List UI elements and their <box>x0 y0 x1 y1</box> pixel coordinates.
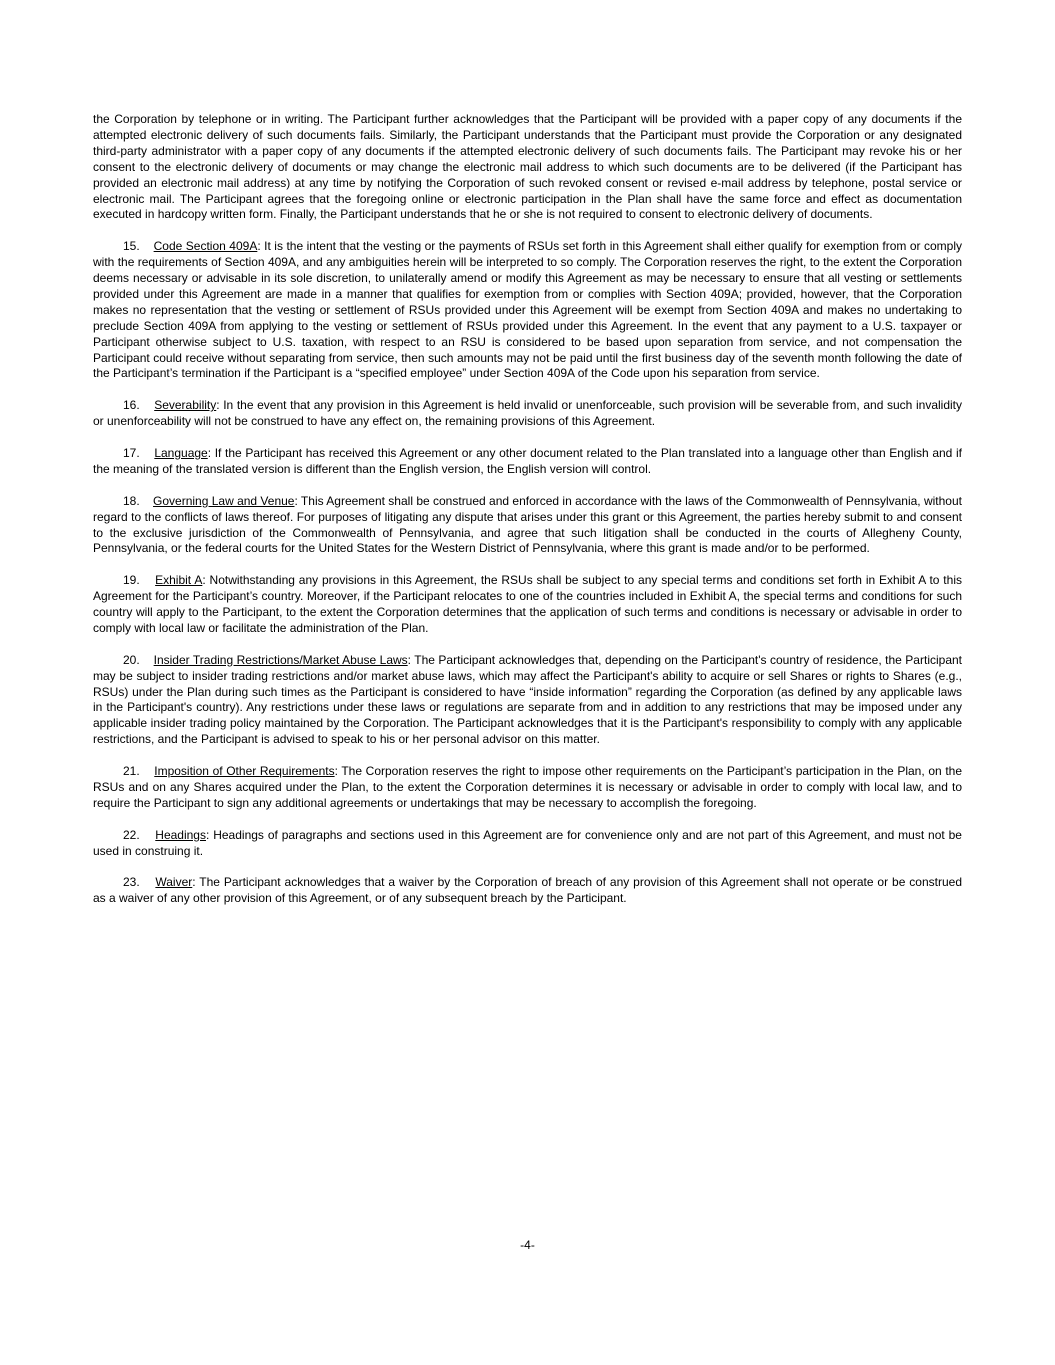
section-19 <box>93 573 962 637</box>
section-text: : The Participant acknowledges that, depending on the Participant's country of residence, the Participant may be subject to insider trading restrictions and/or market abuse laws, which may affect the Participant's ability to acquire or sell Shares or rights to Shares (e.g., RSUs) under the Plan during such times as the Participant is considered to have “inside information” regarding the Corporation (as defined by any applicable laws in the Participant's country). Any restrictions under these laws or regulations are separate from and in addition to any restrictions that may be imposed under any applicable insider trading policy maintained by the Corporation. The Participant acknowledges that it is the Participant's responsibility to comply with any applicable restrictions, and the Participant is advised to speak to his or her personal advisor on this matter. <box>93 652 963 747</box>
section-heading: Governing Law and Venue <box>153 493 295 508</box>
page-number: -4- <box>520 1238 535 1252</box>
section-18 <box>93 494 962 558</box>
section-heading: Exhibit A <box>155 573 203 588</box>
section-heading: Severability <box>154 398 217 413</box>
section-number: 22. <box>123 827 140 842</box>
section-heading: Imposition of Other Requirements <box>154 764 335 779</box>
section-heading: Language <box>154 445 208 460</box>
section-number: 20. <box>123 652 140 667</box>
section-text: : If the Participant has received this Agreement or any other document related to the Plan translated into a language other than English and if the meaning of the translated version is different than the English version, the English version will control. <box>93 445 962 476</box>
section-number: 15. <box>123 239 140 254</box>
document-body <box>93 112 962 923</box>
section-heading: Waiver <box>155 875 193 890</box>
section-number: 18. <box>123 493 140 508</box>
section-number: 21. <box>123 764 140 779</box>
section-text: : This Agreement shall be construed and enforced in accordance with the laws of the Commonwealth of Pennsylvania, without regard to the conflicts of laws thereof. For purposes of litigating any dispute that arises under this grant or this Agreement, the parties hereby submit to and consent to the exclusive jurisdiction of the Commonwealth of Pennsylvania, and agree that such litigation shall be conducted in the courts of Allegheny County, Pennsylvania, or the federal courts for the United States for the Western District of Pennsylvania, where this grant is made and/or to be performed. <box>93 493 962 556</box>
section-heading: Insider Trading Restrictions/Market Abuse Laws <box>153 652 408 667</box>
section-23 <box>93 875 962 907</box>
section-16 <box>93 398 962 430</box>
section-text: : Notwithstanding any provisions in this Agreement, the RSUs shall be subject to any special terms and conditions set forth in Exhibit A to this Agreement for the Participant’s country. Moreover, if the Participant relocates to one of the countries included in Exhibit A, the special terms and conditions for such country will apply to the Participant, to the extent the Corporation determines that the application of such terms and conditions is necessary or advisable in order to comply with local law or facilitate the administration of the Plan. <box>93 573 962 635</box>
section-number: 19. <box>123 573 140 588</box>
section-heading: Code Section 409A <box>153 239 258 254</box>
section-20 <box>93 653 962 748</box>
section-17 <box>93 446 962 478</box>
section-15 <box>93 239 962 382</box>
section-text: : Headings of paragraphs and sections used in this Agreement are for convenience only and are not part of this Agreement, and must not be used in construing it. <box>93 827 962 858</box>
section-number: 17. <box>123 445 140 460</box>
section-text: : The Participant acknowledges that a waiver by the Corporation of breach of any provision of this Agreement shall not operate or be construed as a waiver of any other provision of this Agreement, or of any subsequent breach by the Participant. <box>93 875 962 906</box>
section-heading: Headings <box>155 827 206 842</box>
section-21 <box>93 764 962 812</box>
section-text: : The Corporation reserves the right to impose other requirements on the Participant’s participation in the Plan, on the RSUs and on any Shares acquired under the Plan, to the extent the Corporation determines it is necessary or advisable in order to comply with local law, and to require the Participant to sign any additional agreements or undertakings that may be necessary to accomplish the foregoing. <box>93 764 962 810</box>
section-text: : In the event that any provision in this Agreement is held invalid or unenforceable, such provision will be severable from, and such invalidity or unenforceability will not be construed to have any effect on, the remaining provisions of this Agreement. <box>93 398 963 429</box>
intro-paragraph: the Corporation by telephone or in writing. The Participant further acknowledges that the Participant will be provided with a paper copy of any documents if the attempted electronic delivery of such documents fails. Similarly, the Participant understands that the Participant must provide the Corporation or any designated third-party administrator with a paper copy of any documents if the attempted electronic delivery of such documents fails. The Participant may revoke his or her consent to the electronic delivery of documents or may change the electronic mail address to which such documents are to be delivered (if the Participant has provided an electronic mail address) at any time by notifying the Corporation of such revoked consent or revised e-mail address by telephone, postal service or electronic mail. The Participant agrees that the foregoing online or electronic participation in the Plan shall have the same force and effect as documentation executed in hardcopy written form. Finally, the Participant understands that he or she is not required to consent to electronic delivery of documents. <box>93 112 962 222</box>
section-number: 23. <box>123 875 140 890</box>
section-text: : It is the intent that the vesting or the payments of RSUs set forth in this Agreement shall either qualify for exemption from or comply with the requirements of Section 409A, and any ambiguities herein will be interpreted to so comply. The Corporation reserves the right, to the extent the Corporation deems necessary or advisable in its sole discretion, to unilaterally amend or modify this Agreement as may be necessary to ensure that all vesting or settlements provided under this Agreement are made in a manner that qualifies for exemption from or complies with Section 409A; provided, however, that the Corporation makes no representation that the vesting or settlement of RSUs provided under this Agreement will be exempt from Section 409A and makes no undertaking to preclude Section 409A from applying to the vesting or settlement of RSUs provided under this Agreement. In the event that any payment to a U.S. taxpayer or Participant otherwise subject to U.S. taxation, with respect to an RSU is considered to be based upon separation from service, and not compensation the Participant could receive without separating from service, then such amounts may not be paid until the first business day of the seventh month following the date of the Participant’s termination if the Participant is a “specified employee” under Section 409A of the Code upon his separation from service. <box>93 239 963 381</box>
section-number: 16. <box>123 398 140 413</box>
section-22 <box>93 828 962 860</box>
